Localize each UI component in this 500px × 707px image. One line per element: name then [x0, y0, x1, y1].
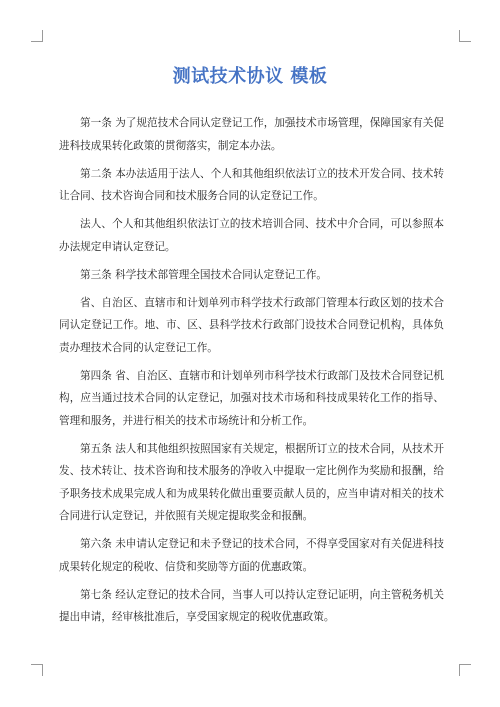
crop-mark-top-left	[31, 30, 43, 42]
crop-mark-top-right	[459, 30, 471, 42]
crop-mark-bottom-right	[459, 664, 471, 676]
paragraph-6: 第四条 省、自治区、直辖市和计划单列市科学技术行政部门及技术合同登记机构，应当通过技术合同的认定登记，加强对技术市场和科技成果转化工作的指导、管理和服务，并进行相关的技术市场统计和分析工作。	[59, 369, 444, 427]
paragraph-5: 省、自治区、直辖市和计划单列市科学技术行政部门管理本行政区划的技术合同认定登记工作。地、市、区、县科学技术行政部门设技术合同登记机构，具体负责办理技术合同的认定登记工作。	[59, 296, 444, 354]
crop-mark-bottom-left	[31, 664, 43, 676]
paragraph-9: 第七条 经认定登记的技术合同，当事人可以持认定登记证明，向主管税务机关提出申请，经审核批准后，享受国家规定的税收优惠政策。	[59, 588, 444, 623]
paragraph-1: 第一条 为了规范技术合同认定登记工作，加强技术市场管理，保障国家有关促进科技成果转化政策的贯彻落实，制定本办法。	[59, 117, 444, 152]
paragraph-2: 第二条 本办法适用于法人、个人和其他组织依法订立的技术开发合同、技术转让合同、技术咨询合同和技术服务合同的认定登记工作。	[59, 167, 444, 202]
paragraph-8: 第六条 未申请认定登记和未予登记的技术合同，不得享受国家对有关促进科技成果转化规定的税收、信贷和奖励等方面的优惠政策。	[59, 538, 444, 573]
paragraph-4: 第三条 科学技术部管理全国技术合同认定登记工作。	[80, 268, 328, 281]
paragraph-7: 第五条 法人和其他组织按照国家有关规定，根据所订立的技术合同，从技术开发、技术转让、技术咨询和技术服务的净收入中提取一定比例作为奖励和报酬，给予职务技术成果完成人和为成果转化做出重要贡献人员的，应当申请对相关的技术合同进行认定登记，并依照有关规定提取奖金和报酬。	[59, 442, 444, 522]
document-title: 测试技术协议 模板	[172, 66, 328, 87]
paragraph-3: 法人、个人和其他组织依法订立的技术培训合同、技术中介合同，可以参照本办法规定申请认定登记。	[59, 218, 444, 253]
document-body	[59, 112, 444, 634]
